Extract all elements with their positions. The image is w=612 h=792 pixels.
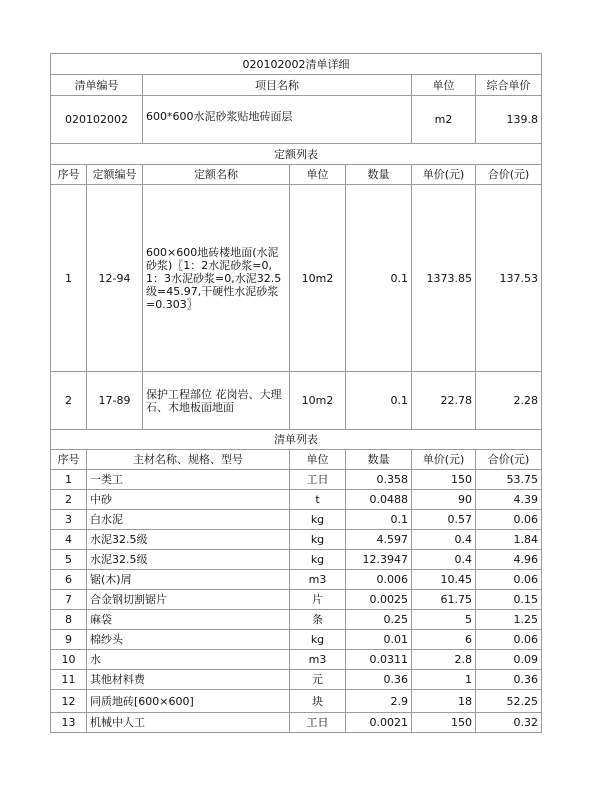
item-price: 139.8	[476, 96, 542, 144]
item-code: 020102002	[51, 96, 143, 144]
material-header-total: 合价(元)	[476, 450, 542, 470]
material-seq: 6	[51, 570, 87, 590]
material-total: 4.39	[476, 490, 542, 510]
material-total: 4.96	[476, 550, 542, 570]
material-section-title: 清单列表	[51, 430, 542, 450]
material-unit-price: 90	[412, 490, 476, 510]
material-seq: 4	[51, 530, 87, 550]
material-name: 麻袋	[87, 610, 290, 630]
material-name: 水	[87, 650, 290, 670]
material-name: 同质地砖[600×600]	[87, 690, 290, 713]
quota-name: 600×600地砖楼地面(水泥砂浆)〖1：2水泥砂浆=0,1：3水泥砂浆=0,水泥32.5级=45.97,干硬性水泥砂浆=0.303〗	[143, 185, 290, 372]
material-qty: 4.597	[346, 530, 412, 550]
material-header-seq: 序号	[51, 450, 87, 470]
material-name: 棉纱头	[87, 630, 290, 650]
material-unit-price: 18	[412, 690, 476, 713]
material-unit-price: 1	[412, 670, 476, 690]
material-total: 0.15	[476, 590, 542, 610]
material-qty: 0.36	[346, 670, 412, 690]
quota-row	[51, 185, 542, 372]
material-unit: kg	[290, 630, 346, 650]
material-row	[51, 670, 542, 690]
material-unit: 块	[290, 690, 346, 713]
quota-seq: 2	[51, 372, 87, 430]
material-unit-price: 2.8	[412, 650, 476, 670]
material-seq: 9	[51, 630, 87, 650]
quota-qty: 0.1	[346, 372, 412, 430]
material-total: 53.75	[476, 470, 542, 490]
material-qty: 0.1	[346, 510, 412, 530]
material-qty: 0.0488	[346, 490, 412, 510]
material-unit: kg	[290, 530, 346, 550]
material-qty: 0.006	[346, 570, 412, 590]
material-qty: 2.9	[346, 690, 412, 713]
material-unit: m3	[290, 650, 346, 670]
material-name: 中砂	[87, 490, 290, 510]
quota-row	[51, 372, 542, 430]
material-total: 1.25	[476, 610, 542, 630]
quota-unit-price: 22.78	[412, 372, 476, 430]
material-header-qty: 数量	[346, 450, 412, 470]
material-total: 0.06	[476, 570, 542, 590]
material-seq: 7	[51, 590, 87, 610]
material-row	[51, 490, 542, 510]
material-row	[51, 510, 542, 530]
quota-seq: 1	[51, 185, 87, 372]
bill-detail-table	[50, 53, 542, 733]
material-row	[51, 570, 542, 590]
material-unit: 条	[290, 610, 346, 630]
material-row	[51, 630, 542, 650]
material-row	[51, 530, 542, 550]
material-qty: 0.0311	[346, 650, 412, 670]
quota-code: 12-94	[87, 185, 143, 372]
material-unit-price: 150	[412, 470, 476, 490]
material-unit: 片	[290, 590, 346, 610]
item-unit: m2	[412, 96, 476, 144]
material-total: 52.25	[476, 690, 542, 713]
quota-header-seq: 序号	[51, 165, 87, 185]
quota-header-unit-price: 单价(元)	[412, 165, 476, 185]
material-seq: 3	[51, 510, 87, 530]
quota-header-total: 合价(元)	[476, 165, 542, 185]
material-row	[51, 470, 542, 490]
material-unit-price: 0.4	[412, 530, 476, 550]
material-qty: 0.358	[346, 470, 412, 490]
material-unit-price: 0.57	[412, 510, 476, 530]
header-price: 综合单价	[476, 75, 542, 96]
material-row	[51, 590, 542, 610]
material-header-name: 主材名称、规格、型号	[87, 450, 290, 470]
quota-qty: 0.1	[346, 185, 412, 372]
quota-header-unit: 单位	[290, 165, 346, 185]
material-row	[51, 690, 542, 713]
material-row	[51, 610, 542, 630]
material-qty: 12.3947	[346, 550, 412, 570]
material-name: 一类工	[87, 470, 290, 490]
material-seq: 5	[51, 550, 87, 570]
quota-header-qty: 数量	[346, 165, 412, 185]
material-total: 0.09	[476, 650, 542, 670]
material-unit: 元	[290, 670, 346, 690]
material-total: 0.36	[476, 670, 542, 690]
header-unit: 单位	[412, 75, 476, 96]
quota-name: 保护工程部位 花岗岩、大理石、木地板面地面	[143, 372, 290, 430]
material-row	[51, 713, 542, 733]
material-name: 其他材料费	[87, 670, 290, 690]
material-name: 白水泥	[87, 510, 290, 530]
material-total: 0.32	[476, 713, 542, 733]
material-unit: 工日	[290, 713, 346, 733]
material-unit: kg	[290, 550, 346, 570]
material-unit-price: 0.4	[412, 550, 476, 570]
quota-code: 17-89	[87, 372, 143, 430]
material-unit-price: 10.45	[412, 570, 476, 590]
material-seq: 2	[51, 490, 87, 510]
material-unit: m3	[290, 570, 346, 590]
material-seq: 11	[51, 670, 87, 690]
material-name: 锯(木)屑	[87, 570, 290, 590]
material-unit-price: 6	[412, 630, 476, 650]
material-unit-price: 5	[412, 610, 476, 630]
quota-total: 2.28	[476, 372, 542, 430]
quota-unit: 10m2	[290, 372, 346, 430]
material-seq: 13	[51, 713, 87, 733]
quota-unit-price: 1373.85	[412, 185, 476, 372]
header-name: 项目名称	[143, 75, 412, 96]
material-qty: 0.0021	[346, 713, 412, 733]
material-header-unit: 单位	[290, 450, 346, 470]
quota-total: 137.53	[476, 185, 542, 372]
quota-unit: 10m2	[290, 185, 346, 372]
material-total: 1.84	[476, 530, 542, 550]
material-name: 机械中人工	[87, 713, 290, 733]
material-qty: 0.25	[346, 610, 412, 630]
material-header-unit-price: 单价(元)	[412, 450, 476, 470]
material-seq: 8	[51, 610, 87, 630]
material-unit-price: 61.75	[412, 590, 476, 610]
material-name: 合金钢切割锯片	[87, 590, 290, 610]
header-code: 清单编号	[51, 75, 143, 96]
material-seq: 10	[51, 650, 87, 670]
material-unit: t	[290, 490, 346, 510]
material-name: 水泥32.5级	[87, 530, 290, 550]
material-row	[51, 650, 542, 670]
material-name: 水泥32.5级	[87, 550, 290, 570]
material-qty: 0.01	[346, 630, 412, 650]
page-title: 020102002清单详细	[51, 54, 542, 75]
material-unit-price: 150	[412, 713, 476, 733]
material-row	[51, 550, 542, 570]
quota-section-title: 定额列表	[51, 144, 542, 165]
material-seq: 1	[51, 470, 87, 490]
material-total: 0.06	[476, 510, 542, 530]
material-qty: 0.0025	[346, 590, 412, 610]
material-unit: kg	[290, 510, 346, 530]
material-unit: 工日	[290, 470, 346, 490]
material-total: 0.06	[476, 630, 542, 650]
quota-header-code: 定额编号	[87, 165, 143, 185]
material-seq: 12	[51, 690, 87, 713]
quota-header-name: 定额名称	[143, 165, 290, 185]
item-name: 600*600水泥砂浆贴地砖面层	[143, 96, 412, 144]
